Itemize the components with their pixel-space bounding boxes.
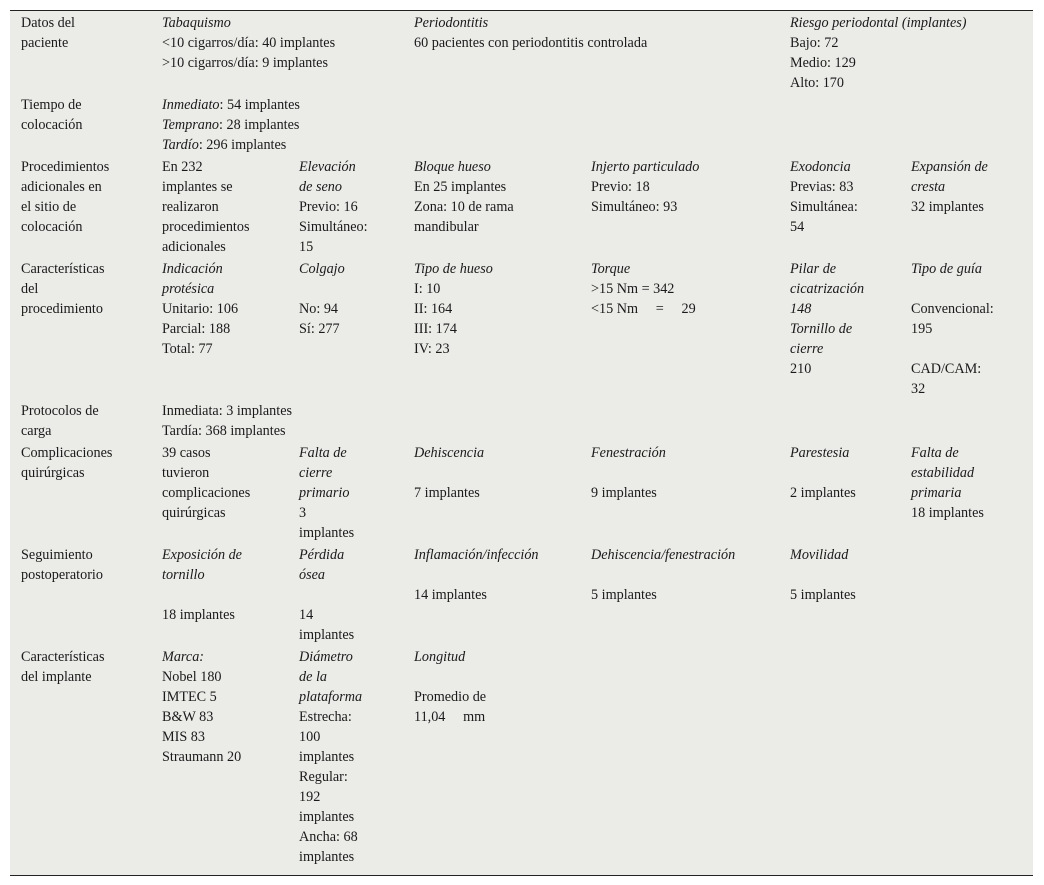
- bone-block-title: Bloque hueso: [414, 159, 491, 175]
- periodontitis-text: 60 pacientes con periodontitis controlada: [414, 35, 648, 51]
- prosthetic-indication-title: Indicación protésica: [162, 261, 223, 297]
- guide-type-conventional: Convencional: 195: [911, 301, 994, 337]
- mobility-title: Movilidad: [790, 547, 849, 563]
- row-label-postoperative-followup: Seguimiento postoperatorio: [21, 547, 103, 583]
- healing-abutment-title: Pilar de cicatrización 148: [790, 261, 865, 317]
- mobility-text: 5 implantes: [790, 587, 856, 603]
- prosthetic-indication-text: Unitario: 106 Parcial: 188 Total: 77: [162, 301, 239, 357]
- fenestration-text: 9 implantes: [591, 485, 657, 501]
- row-label-implant-characteristics: Características del implante: [21, 649, 105, 685]
- row-label-surgical-complications: Complicaciones quirúrgicas: [21, 445, 113, 481]
- inflammation-title: Inflamación/infección: [414, 547, 539, 563]
- torque-text: >15 Nm = 342 <15 Nm = 29: [591, 281, 696, 317]
- ridge-expansion-text: 32 implantes: [911, 199, 984, 215]
- extraction-text: Previas: 83 Simultánea: 54: [790, 179, 858, 235]
- screw-exposure-text: 18 implantes: [162, 607, 235, 623]
- bone-block-text: En 25 implantes Zona: 10 de rama mandibular: [414, 179, 514, 235]
- length-text: Promedio de 11,04 mm: [414, 689, 487, 725]
- primary-closure-text: 3 implantes: [299, 505, 355, 541]
- complications-summary: 39 casos tuvieron complicaciones quirúrgicas: [162, 445, 251, 521]
- row-label-additional-procedures: Procedimientos adicionales en el sitio de colocación: [21, 159, 110, 235]
- ridge-expansion-title: Expansión de cresta: [911, 159, 988, 195]
- dehiscence-fenestration-title: Dehiscencia/fenestración: [591, 547, 736, 563]
- loading-protocols-text: Inmediata: 3 implantes Tardía: 368 implantes: [162, 403, 293, 439]
- smoking-text: <10 cigarros/día: 40 implantes >10 cigarros/día: 9 implantes: [162, 35, 336, 71]
- placement-late: Tardío: 296 implantes: [162, 137, 287, 153]
- cover-screw-title: Tornillo de cierre: [790, 321, 853, 357]
- screw-exposure-title: Exposición de tornillo: [162, 547, 242, 583]
- smoking-title: Tabaquismo: [162, 15, 231, 31]
- flap-text: No: 94 Sí: 277: [299, 301, 340, 337]
- additional-procedures-summary: En 232 implantes se realizaron procedimientos adicionales: [162, 159, 250, 255]
- sinus-lift-text: Previo: 16 Simultáneo: 15: [299, 199, 368, 255]
- primary-closure-title: Falta de cierre primario: [299, 445, 350, 501]
- brand-title: Marca:: [162, 649, 205, 665]
- periodontal-risk-text: Bajo: 72 Medio: 129 Alto: 170: [790, 35, 856, 91]
- particulate-graft-title: Injerto particulado: [591, 159, 700, 175]
- row-label-patient-data: Datos del paciente: [21, 15, 75, 51]
- cover-screw-text: 210: [790, 361, 812, 377]
- dehiscence-title: Dehiscencia: [414, 445, 485, 461]
- bone-loss-text: 14 implantes: [299, 607, 355, 643]
- periodontitis-title: Periodontitis: [414, 15, 489, 31]
- particulate-graft-text: Previo: 18 Simultáneo: 93: [591, 179, 678, 215]
- bone-type-title: Tipo de hueso: [414, 261, 493, 277]
- platform-diameter-text: Estrecha: 100 implantes Regular: 192 implantes Ancha: 68 implantes: [299, 709, 358, 865]
- guide-type-cadcam: CAD/CAM: 32: [911, 361, 982, 397]
- dehiscence-fenestration-text: 5 implantes: [591, 587, 657, 603]
- row-label-procedure-characteristics: Características del procedimiento: [21, 261, 105, 317]
- torque-title: Torque: [591, 261, 631, 277]
- dehiscence-text: 7 implantes: [414, 485, 480, 501]
- inflammation-text: 14 implantes: [414, 587, 487, 603]
- length-title: Longitud: [414, 649, 466, 665]
- bone-loss-title: Pérdida ósea: [299, 547, 345, 583]
- flap-title: Colgajo: [299, 261, 345, 277]
- placement-early: Temprano: 28 implantes: [162, 117, 300, 133]
- paresthesia-title: Parestesia: [790, 445, 850, 461]
- primary-stability-text: 18 implantes: [911, 505, 984, 521]
- guide-type-title: Tipo de guía: [911, 261, 982, 277]
- fenestration-title: Fenestración: [591, 445, 666, 461]
- platform-diameter-title: Diámetro de la plataforma: [299, 649, 363, 705]
- extraction-title: Exodoncia: [790, 159, 851, 175]
- sinus-lift-title: Elevación de seno: [299, 159, 356, 195]
- row-label-placement-time: Tiempo de colocación: [21, 97, 83, 133]
- brand-text: Nobel 180 IMTEC 5 B&W 83 MIS 83 Straumann 20: [162, 669, 242, 765]
- paresthesia-text: 2 implantes: [790, 485, 856, 501]
- bone-type-text: I: 10 II: 164 III: 174 IV: 23: [414, 281, 457, 357]
- primary-stability-title: Falta de estabilidad primaria: [911, 445, 975, 501]
- placement-immediate: Inmediato: 54 implantes: [162, 97, 300, 113]
- row-label-loading-protocols: Protocolos de carga: [21, 403, 99, 439]
- periodontal-risk-title: Riesgo periodontal (implantes): [790, 15, 967, 31]
